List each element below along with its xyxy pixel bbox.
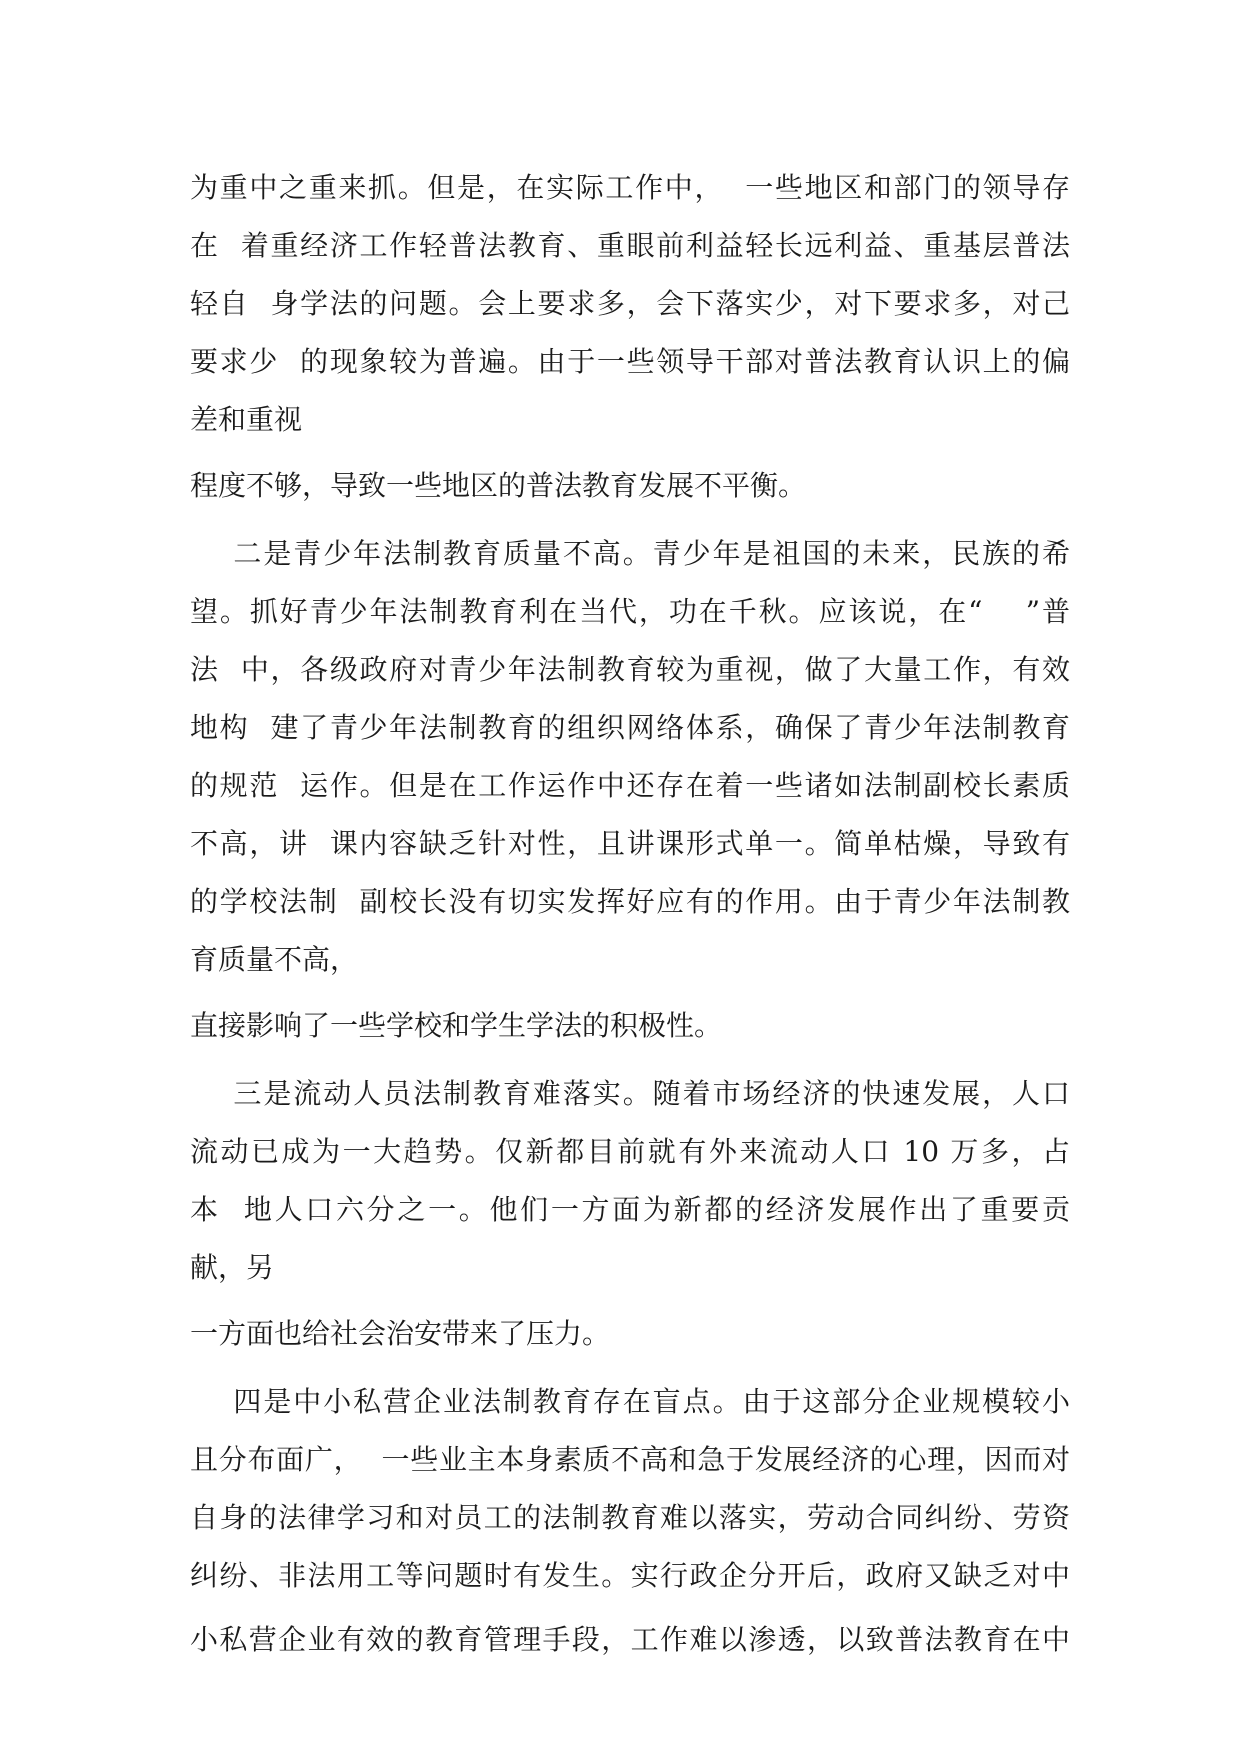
text-line: 育质量不高， bbox=[190, 943, 359, 976]
text-line: 一方面也给社会治安带来了压力。 bbox=[190, 1317, 611, 1350]
text-line: 不高，讲 课内容缺乏针对性，且讲课形式单一。简单枯燥，导致有 bbox=[190, 827, 1070, 860]
text-line: 三是流动人员法制教育难落实。随着市场经济的快速发展，人口 bbox=[190, 1077, 1070, 1110]
text-line: 小私营企业有效的教育管理手段，工作难以渗透，以致普法教育在中 bbox=[190, 1623, 1070, 1656]
text-line: 要求少 的现象较为普遍。由于一些领导干部对普法教育认识上的偏 bbox=[190, 345, 1070, 378]
text-line: 差和重视 bbox=[190, 403, 303, 436]
text-line: 纠纷、非法用工等问题时有发生。实行政企分开后，政府又缺乏对中 bbox=[190, 1559, 1070, 1592]
text-line: 自身的法律学习和对员工的法制教育难以落实，劳动合同纠纷、劳资 bbox=[190, 1501, 1070, 1534]
text-line: 轻自 身学法的问题。会上要求多，会下落实少，对下要求多，对己 bbox=[190, 287, 1070, 320]
text-line: 直接影响了一些学校和学生学法的积极性。 bbox=[190, 1009, 723, 1042]
text-line: 的规范 运作。但是在工作运作中还存在着一些诸如法制副校长素质 bbox=[190, 769, 1070, 802]
text-line: 程度不够，导致一些地区的普法教育发展不平衡。 bbox=[190, 469, 807, 502]
text-line: 四是中小私营企业法制教育存在盲点。由于这部分企业规模较小 bbox=[190, 1385, 1070, 1418]
text-line: 地构 建了青少年法制教育的组织网络体系，确保了青少年法制教育 bbox=[190, 711, 1070, 744]
text-line: 流动已成为一大趋势。仅新都目前就有外来流动人口 10 万多，占 bbox=[190, 1135, 1070, 1168]
text-line: 望。抓好青少年法制教育利在当代，功在千秋。应该说，在“ ”普 bbox=[190, 595, 1070, 628]
text-line: 献，另 bbox=[190, 1251, 275, 1284]
text-line: 二是青少年法制教育质量不高。青少年是祖国的未来，民族的希 bbox=[190, 537, 1070, 570]
text-line: 的学校法制 副校长没有切实发挥好应有的作用。由于青少年法制教 bbox=[190, 885, 1070, 918]
text-line: 法 中，各级政府对青少年法制教育较为重视，做了大量工作，有效 bbox=[190, 653, 1070, 686]
text-line: 为重中之重来抓。但是，在实际工作中， 一些地区和部门的领导存 bbox=[190, 171, 1070, 204]
text-line: 在 着重经济工作轻普法教育、重眼前利益轻长远利益、重基层普法 bbox=[190, 229, 1070, 262]
text-line: 且分布面广， 一些业主本身素质不高和急于发展经济的心理，因而对 bbox=[190, 1443, 1070, 1476]
text-line: 本 地人口六分之一。他们一方面为新都的经济发展作出了重要贡 bbox=[190, 1193, 1070, 1226]
